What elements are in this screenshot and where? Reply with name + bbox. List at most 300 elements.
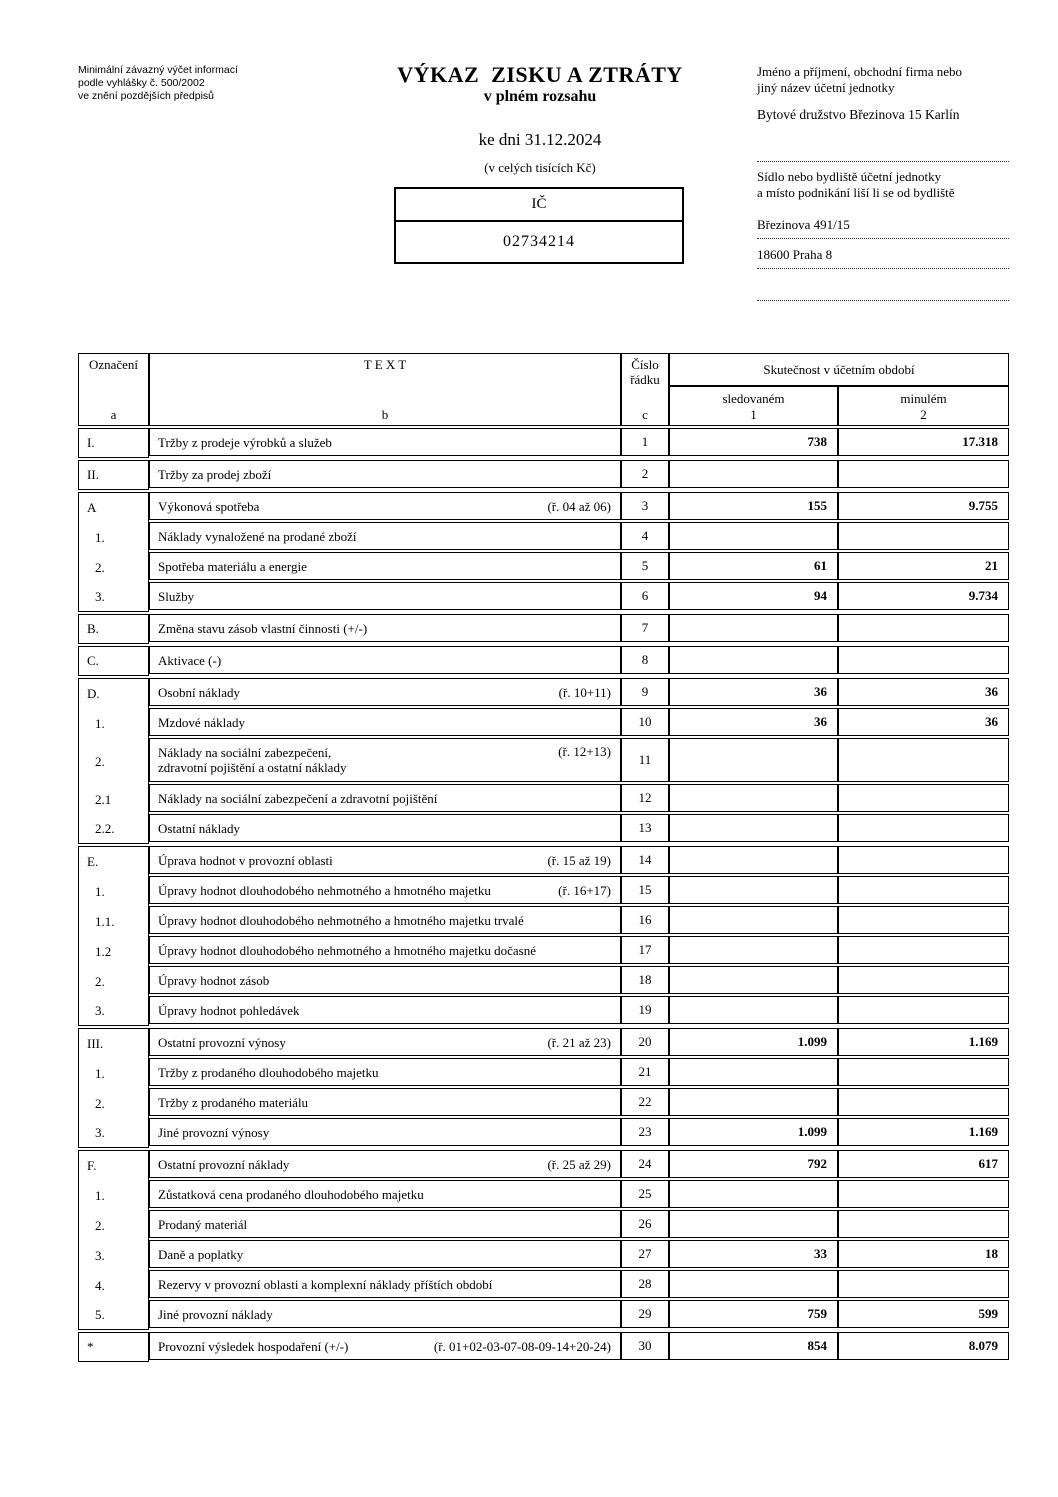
table-group <box>78 646 1009 676</box>
row-value-current <box>669 966 838 994</box>
row-designation: C. <box>87 653 99 668</box>
header-col-current-number: 1 <box>750 407 757 422</box>
row-designation: 3. <box>95 1248 105 1263</box>
row-formula-ref: (ř. 10+11) <box>558 684 611 700</box>
row-line-number: 11 <box>621 738 669 782</box>
row-text <box>158 435 332 450</box>
entity-address-label-line: a místo podnikání liší li se od bydliště <box>757 185 955 200</box>
row-text-line: Náklady vynaložené na prodané zboží <box>158 528 357 544</box>
row-value-current <box>669 1180 838 1208</box>
row-formula-ref: (ř. 21 až 23) <box>547 1034 611 1050</box>
row-line-number: 26 <box>621 1210 669 1238</box>
group-rows <box>149 1332 1009 1362</box>
row-line-number: 16 <box>621 906 669 934</box>
dotted-rule <box>757 268 1009 269</box>
row-designation: II. <box>87 467 99 482</box>
row-value-previous <box>838 846 1009 874</box>
row-value-previous <box>838 460 1009 488</box>
row-value-previous <box>838 738 1009 782</box>
row-text-cell <box>149 1180 621 1208</box>
table-row <box>149 1088 1009 1116</box>
table-row <box>149 678 1009 706</box>
row-value-current <box>669 784 838 812</box>
table-row <box>149 1240 1009 1268</box>
row-text <box>158 1003 300 1018</box>
row-text-cell <box>149 460 621 488</box>
row-formula-ref: (ř. 16+17) <box>558 882 611 898</box>
row-text-cell <box>149 708 621 736</box>
row-designation: 1.1. <box>95 914 115 929</box>
table-row <box>149 646 1009 674</box>
row-text <box>158 589 194 604</box>
header-col-a-title: Označení <box>88 357 139 372</box>
row-line-number: 7 <box>621 614 669 642</box>
row-designation: 5. <box>95 1307 105 1322</box>
header-col-current <box>669 386 838 426</box>
legal-note-line: podle vyhlášky č. 500/2002 <box>78 77 205 89</box>
row-line-number: 19 <box>621 996 669 1024</box>
entity-street: Březinova 491/15 <box>757 217 850 232</box>
row-text <box>158 529 357 544</box>
row-line-number: 1 <box>621 428 669 456</box>
row-text <box>158 499 259 514</box>
row-text-cell <box>149 582 621 610</box>
row-designation: 3. <box>95 589 105 604</box>
row-text-cell <box>149 678 621 706</box>
header-col-line-number-title <box>630 357 660 387</box>
row-value-current: 854 <box>669 1332 838 1360</box>
table-row <box>149 1118 1009 1146</box>
row-line-number: 2 <box>621 460 669 488</box>
row-value-current <box>669 460 838 488</box>
row-value-previous: 1.169 <box>838 1118 1009 1146</box>
group-rows <box>149 1150 1009 1330</box>
row-text <box>158 791 437 806</box>
row-line-number: 27 <box>621 1240 669 1268</box>
row-line-number: 4 <box>621 522 669 550</box>
entity-name-label-line: jiný název účetní jednotky <box>757 80 895 95</box>
designation-column <box>78 614 149 644</box>
row-text-cell <box>149 614 621 642</box>
row-text-line: Tržby z prodaného materiálu <box>158 1094 309 1110</box>
row-text-line: Spotřeba materiálu a energie <box>158 558 307 574</box>
row-text-cell <box>149 1240 621 1268</box>
row-text-line: Úpravy hodnot dlouhodobého nehmotného a hmotného majetku dočasné <box>158 942 537 958</box>
row-text-cell <box>149 1210 621 1238</box>
row-text <box>158 973 269 988</box>
entity-name-value: Bytové družstvo Březinova 15 Karlín <box>757 107 960 122</box>
row-text-line: Náklady na sociální zabezpečení, <box>158 745 332 760</box>
row-designation: 1. <box>95 1188 105 1203</box>
row-text-line: Provozní výsledek hospodaření (+/-) <box>158 1338 349 1354</box>
row-text-cell <box>149 1088 621 1116</box>
row-value-current <box>669 1088 838 1116</box>
header-values <box>669 353 1009 426</box>
row-text-cell <box>149 1118 621 1146</box>
header-values-span: Skutečnost v účetním období <box>669 353 1009 386</box>
table-row <box>149 846 1009 874</box>
row-text-line: Rezervy v provozní oblasti a komplexní náklady příštích období <box>158 1276 493 1292</box>
row-line-number: 15 <box>621 876 669 904</box>
report-units: (v celých tisících Kč) <box>484 160 596 175</box>
row-text-line: Daně a poplatky <box>158 1246 244 1262</box>
row-value-previous: 36 <box>838 678 1009 706</box>
header-col-previous <box>838 386 1009 426</box>
row-value-current: 33 <box>669 1240 838 1268</box>
table-row <box>149 582 1009 610</box>
row-text-line: Úpravy hodnot pohledávek <box>158 1002 300 1018</box>
legal-note <box>78 64 298 103</box>
row-designation: 1.2 <box>95 944 112 959</box>
row-text-line: Prodaný materiál <box>158 1216 248 1232</box>
row-formula-ref: (ř. 01+02-03-07-08-09-14+20-24) <box>433 1338 611 1354</box>
entity-name-label <box>757 64 1009 96</box>
row-text-cell <box>149 936 621 964</box>
row-text-line: Služby <box>158 588 195 604</box>
designation-column <box>78 1150 149 1330</box>
row-designation: 2. <box>95 1218 105 1233</box>
designation-column <box>78 646 149 676</box>
row-line-number: 21 <box>621 1058 669 1086</box>
row-value-previous: 36 <box>838 708 1009 736</box>
row-line-number: 23 <box>621 1118 669 1146</box>
table-row <box>149 1180 1009 1208</box>
header-col-line-number <box>621 353 669 426</box>
designation-column <box>78 460 149 490</box>
row-text-line: Jiné provozní výnosy <box>158 1124 270 1140</box>
group-rows <box>149 678 1009 844</box>
row-value-previous <box>838 1058 1009 1086</box>
header-values-sub <box>669 386 1009 426</box>
row-text-cell <box>149 1150 621 1178</box>
row-value-current: 94 <box>669 582 838 610</box>
table-row <box>149 1028 1009 1056</box>
report-subtitle: v plném rozsahu <box>483 88 597 105</box>
row-designation: 3. <box>95 1125 105 1140</box>
row-text-line: Změna stavu zásob vlastní činnosti (+/-) <box>158 620 368 636</box>
row-value-current: 36 <box>669 708 838 736</box>
row-text-line: Ostatní provozní náklady <box>158 1156 290 1172</box>
row-designation: D. <box>87 686 100 701</box>
row-text <box>158 853 333 868</box>
row-text-cell <box>149 784 621 812</box>
group-rows <box>149 428 1009 458</box>
row-value-current <box>669 738 838 782</box>
row-text-cell <box>149 1270 621 1298</box>
row-line-number: 3 <box>621 492 669 520</box>
row-text <box>158 1065 378 1080</box>
row-text-cell <box>149 492 621 520</box>
table-group <box>78 492 1009 612</box>
header-col-current-label: sledovaném <box>722 391 785 406</box>
row-text <box>158 821 240 836</box>
row-line-number: 30 <box>621 1332 669 1360</box>
table-row <box>149 428 1009 456</box>
row-designation: E. <box>87 854 99 869</box>
ic-label: IČ <box>396 189 682 222</box>
header-line-word1: Číslo <box>631 357 659 372</box>
row-value-current <box>669 646 838 674</box>
row-designation: 3. <box>95 1003 105 1018</box>
header-col-line-number-letter: c <box>642 407 648 422</box>
row-text-cell <box>149 1300 621 1328</box>
row-formula-ref: (ř. 12+13) <box>558 744 611 759</box>
row-text <box>158 1217 247 1232</box>
row-text-cell <box>149 738 621 782</box>
row-designation: B. <box>87 621 99 636</box>
row-text-cell <box>149 552 621 580</box>
row-designation: 2. <box>95 974 105 989</box>
row-value-previous <box>838 996 1009 1024</box>
row-text <box>158 1339 348 1354</box>
designation-column <box>78 846 149 1026</box>
report-table <box>78 353 1009 1364</box>
row-line-number: 10 <box>621 708 669 736</box>
row-value-previous: 18 <box>838 1240 1009 1268</box>
group-rows <box>149 846 1009 1026</box>
row-designation: 2. <box>95 1096 105 1111</box>
row-designation: 2. <box>95 754 105 769</box>
dotted-rule <box>757 161 1009 162</box>
row-line-number: 29 <box>621 1300 669 1328</box>
row-value-current: 155 <box>669 492 838 520</box>
row-value-previous <box>838 1270 1009 1298</box>
row-value-previous: 17.318 <box>838 428 1009 456</box>
table-row <box>149 614 1009 642</box>
row-line-number: 17 <box>621 936 669 964</box>
row-text <box>158 1157 289 1172</box>
row-text-line: Tržby z prodaného dlouhodobého majetku <box>158 1064 379 1080</box>
row-value-current <box>669 1210 838 1238</box>
dotted-rule <box>757 300 1009 301</box>
row-text <box>158 715 245 730</box>
row-text-line: Osobní náklady <box>158 684 240 700</box>
row-formula-ref: (ř. 04 až 06) <box>547 498 611 514</box>
row-designation: 2.2. <box>95 821 115 836</box>
row-text-line: Ostatní náklady <box>158 820 240 836</box>
row-value-current <box>669 996 838 1024</box>
entity-address-label-line: Sídlo nebo bydliště účetní jednotky <box>757 169 942 184</box>
table-group <box>78 678 1009 844</box>
row-value-current <box>669 846 838 874</box>
entity-name-label-line: Jméno a příjmení, obchodní firma nebo <box>757 64 963 79</box>
row-line-number: 18 <box>621 966 669 994</box>
row-text <box>158 1187 424 1202</box>
row-text <box>158 559 307 574</box>
row-value-previous <box>838 1088 1009 1116</box>
row-value-current: 738 <box>669 428 838 456</box>
table-row <box>149 460 1009 488</box>
row-text-cell <box>149 428 621 456</box>
row-value-current: 759 <box>669 1300 838 1328</box>
row-text-line: Ostatní provozní výnosy <box>158 1034 286 1050</box>
table-row <box>149 1332 1009 1360</box>
header-line-word2: řádku <box>630 372 660 387</box>
row-text-line: Zůstatková cena prodaného dlouhodobého majetku <box>158 1186 424 1202</box>
row-text <box>158 1277 492 1292</box>
row-value-previous: 9.734 <box>838 582 1009 610</box>
row-text <box>158 685 240 700</box>
report-date: ke dni 31.12.2024 <box>478 130 602 149</box>
row-value-current <box>669 876 838 904</box>
row-text-line: Mzdové náklady <box>158 714 246 730</box>
header-col-text <box>149 353 621 426</box>
row-value-previous <box>838 522 1009 550</box>
row-text-cell <box>149 814 621 842</box>
row-value-previous <box>838 1180 1009 1208</box>
row-designation: 1. <box>95 884 105 899</box>
table-row <box>149 1210 1009 1238</box>
row-text-line: Tržby za prodej zboží <box>158 466 272 482</box>
row-value-previous <box>838 966 1009 994</box>
row-value-current <box>669 814 838 842</box>
row-text-cell <box>149 876 621 904</box>
row-value-current: 1.099 <box>669 1118 838 1146</box>
header-col-text-letter: b <box>381 407 389 422</box>
row-value-previous <box>838 784 1009 812</box>
row-designation: F. <box>87 1158 97 1173</box>
row-text <box>158 1247 243 1262</box>
legal-note-line: Minimální závazný výčet informací <box>78 64 238 76</box>
row-text-cell <box>149 966 621 994</box>
table-group <box>78 460 1009 490</box>
row-value-previous <box>838 1210 1009 1238</box>
table-row <box>149 1150 1009 1178</box>
row-text-cell <box>149 1058 621 1086</box>
row-line-number: 28 <box>621 1270 669 1298</box>
table-header <box>78 353 1009 426</box>
row-line-number: 14 <box>621 846 669 874</box>
row-designation: A <box>87 500 97 515</box>
row-designation: III. <box>87 1036 104 1051</box>
group-rows <box>149 492 1009 612</box>
row-text <box>158 653 221 668</box>
row-formula-ref: (ř. 25 až 29) <box>547 1156 611 1172</box>
table-row <box>149 522 1009 550</box>
row-text <box>158 883 491 898</box>
row-text <box>158 621 367 636</box>
row-value-previous <box>838 614 1009 642</box>
entity-city: 18600 Praha 8 <box>757 247 833 262</box>
table-row <box>149 966 1009 994</box>
row-text-cell <box>149 906 621 934</box>
row-text-line: Tržby z prodeje výrobků a služeb <box>158 434 332 450</box>
header-col-previous-number: 2 <box>920 407 927 422</box>
row-text-line: Úprava hodnot v provozní oblasti <box>158 852 333 868</box>
row-text-line: Úpravy hodnot zásob <box>158 972 270 988</box>
designation-column <box>78 1332 149 1362</box>
row-text-cell <box>149 646 621 674</box>
row-value-previous: 617 <box>838 1150 1009 1178</box>
row-text-cell <box>149 846 621 874</box>
row-designation: 2.1 <box>95 792 112 807</box>
table-group <box>78 428 1009 458</box>
designation-column <box>78 1028 149 1148</box>
table-row <box>149 552 1009 580</box>
row-text-cell <box>149 1028 621 1056</box>
row-formula-ref: (ř. 15 až 19) <box>547 852 611 868</box>
row-line-number: 5 <box>621 552 669 580</box>
ic-box <box>394 187 684 264</box>
row-text-line: zdravotní pojištění a ostatní náklady <box>158 760 347 775</box>
row-value-current: 36 <box>669 678 838 706</box>
ic-value: 02734214 <box>503 233 575 250</box>
row-line-number: 25 <box>621 1180 669 1208</box>
group-rows <box>149 460 1009 490</box>
row-text-line: Výkonová spotřeba <box>158 498 260 514</box>
row-text <box>158 1125 269 1140</box>
row-value-current <box>669 1058 838 1086</box>
entity-address-label <box>757 169 1009 201</box>
row-text-line: Jiné provozní náklady <box>158 1306 273 1322</box>
row-value-previous <box>838 814 1009 842</box>
row-value-previous <box>838 646 1009 674</box>
row-value-previous <box>838 906 1009 934</box>
row-line-number: 6 <box>621 582 669 610</box>
group-rows <box>149 646 1009 676</box>
row-line-number: 12 <box>621 784 669 812</box>
table-row <box>149 996 1009 1024</box>
row-text-line: Aktivace (-) <box>158 652 222 668</box>
legal-note-line: ve znění pozdějších předpisů <box>78 90 215 102</box>
row-text <box>158 943 536 958</box>
row-designation: I. <box>87 435 95 450</box>
table-row <box>149 1058 1009 1086</box>
row-value-current <box>669 614 838 642</box>
row-value-current <box>669 1270 838 1298</box>
row-designation: 1. <box>95 1066 105 1081</box>
row-value-current: 792 <box>669 1150 838 1178</box>
report-title: VÝKAZ ZISKU A ZTRÁTY <box>397 62 683 87</box>
table-group <box>78 1150 1009 1330</box>
table-row <box>149 936 1009 964</box>
table-group <box>78 1028 1009 1148</box>
table-row <box>149 492 1009 520</box>
row-text <box>158 1035 286 1050</box>
dotted-rule <box>757 238 1009 239</box>
row-designation: 1. <box>95 530 105 545</box>
row-text <box>158 467 271 482</box>
table-group <box>78 614 1009 644</box>
table-row <box>149 738 1009 782</box>
row-value-current <box>669 522 838 550</box>
row-value-previous: 8.079 <box>838 1332 1009 1360</box>
row-value-current: 61 <box>669 552 838 580</box>
row-line-number: 8 <box>621 646 669 674</box>
table-row <box>149 1270 1009 1298</box>
table-row <box>149 784 1009 812</box>
table-body <box>78 428 1009 1362</box>
table-group <box>78 1332 1009 1362</box>
row-text <box>158 1307 273 1322</box>
row-designation: 4. <box>95 1278 105 1293</box>
designation-column <box>78 492 149 612</box>
group-rows <box>149 1028 1009 1148</box>
header-col-previous-label: minulém <box>900 391 947 406</box>
header-col-a <box>78 353 149 426</box>
designation-column <box>78 428 149 458</box>
group-rows <box>149 614 1009 644</box>
row-text-cell <box>149 522 621 550</box>
row-text-cell <box>149 1332 621 1360</box>
table-row <box>149 906 1009 934</box>
table-row <box>149 708 1009 736</box>
table-row <box>149 814 1009 842</box>
row-text <box>158 913 524 928</box>
row-designation: 2. <box>95 560 105 575</box>
row-line-number: 22 <box>621 1088 669 1116</box>
row-designation: 1. <box>95 716 105 731</box>
